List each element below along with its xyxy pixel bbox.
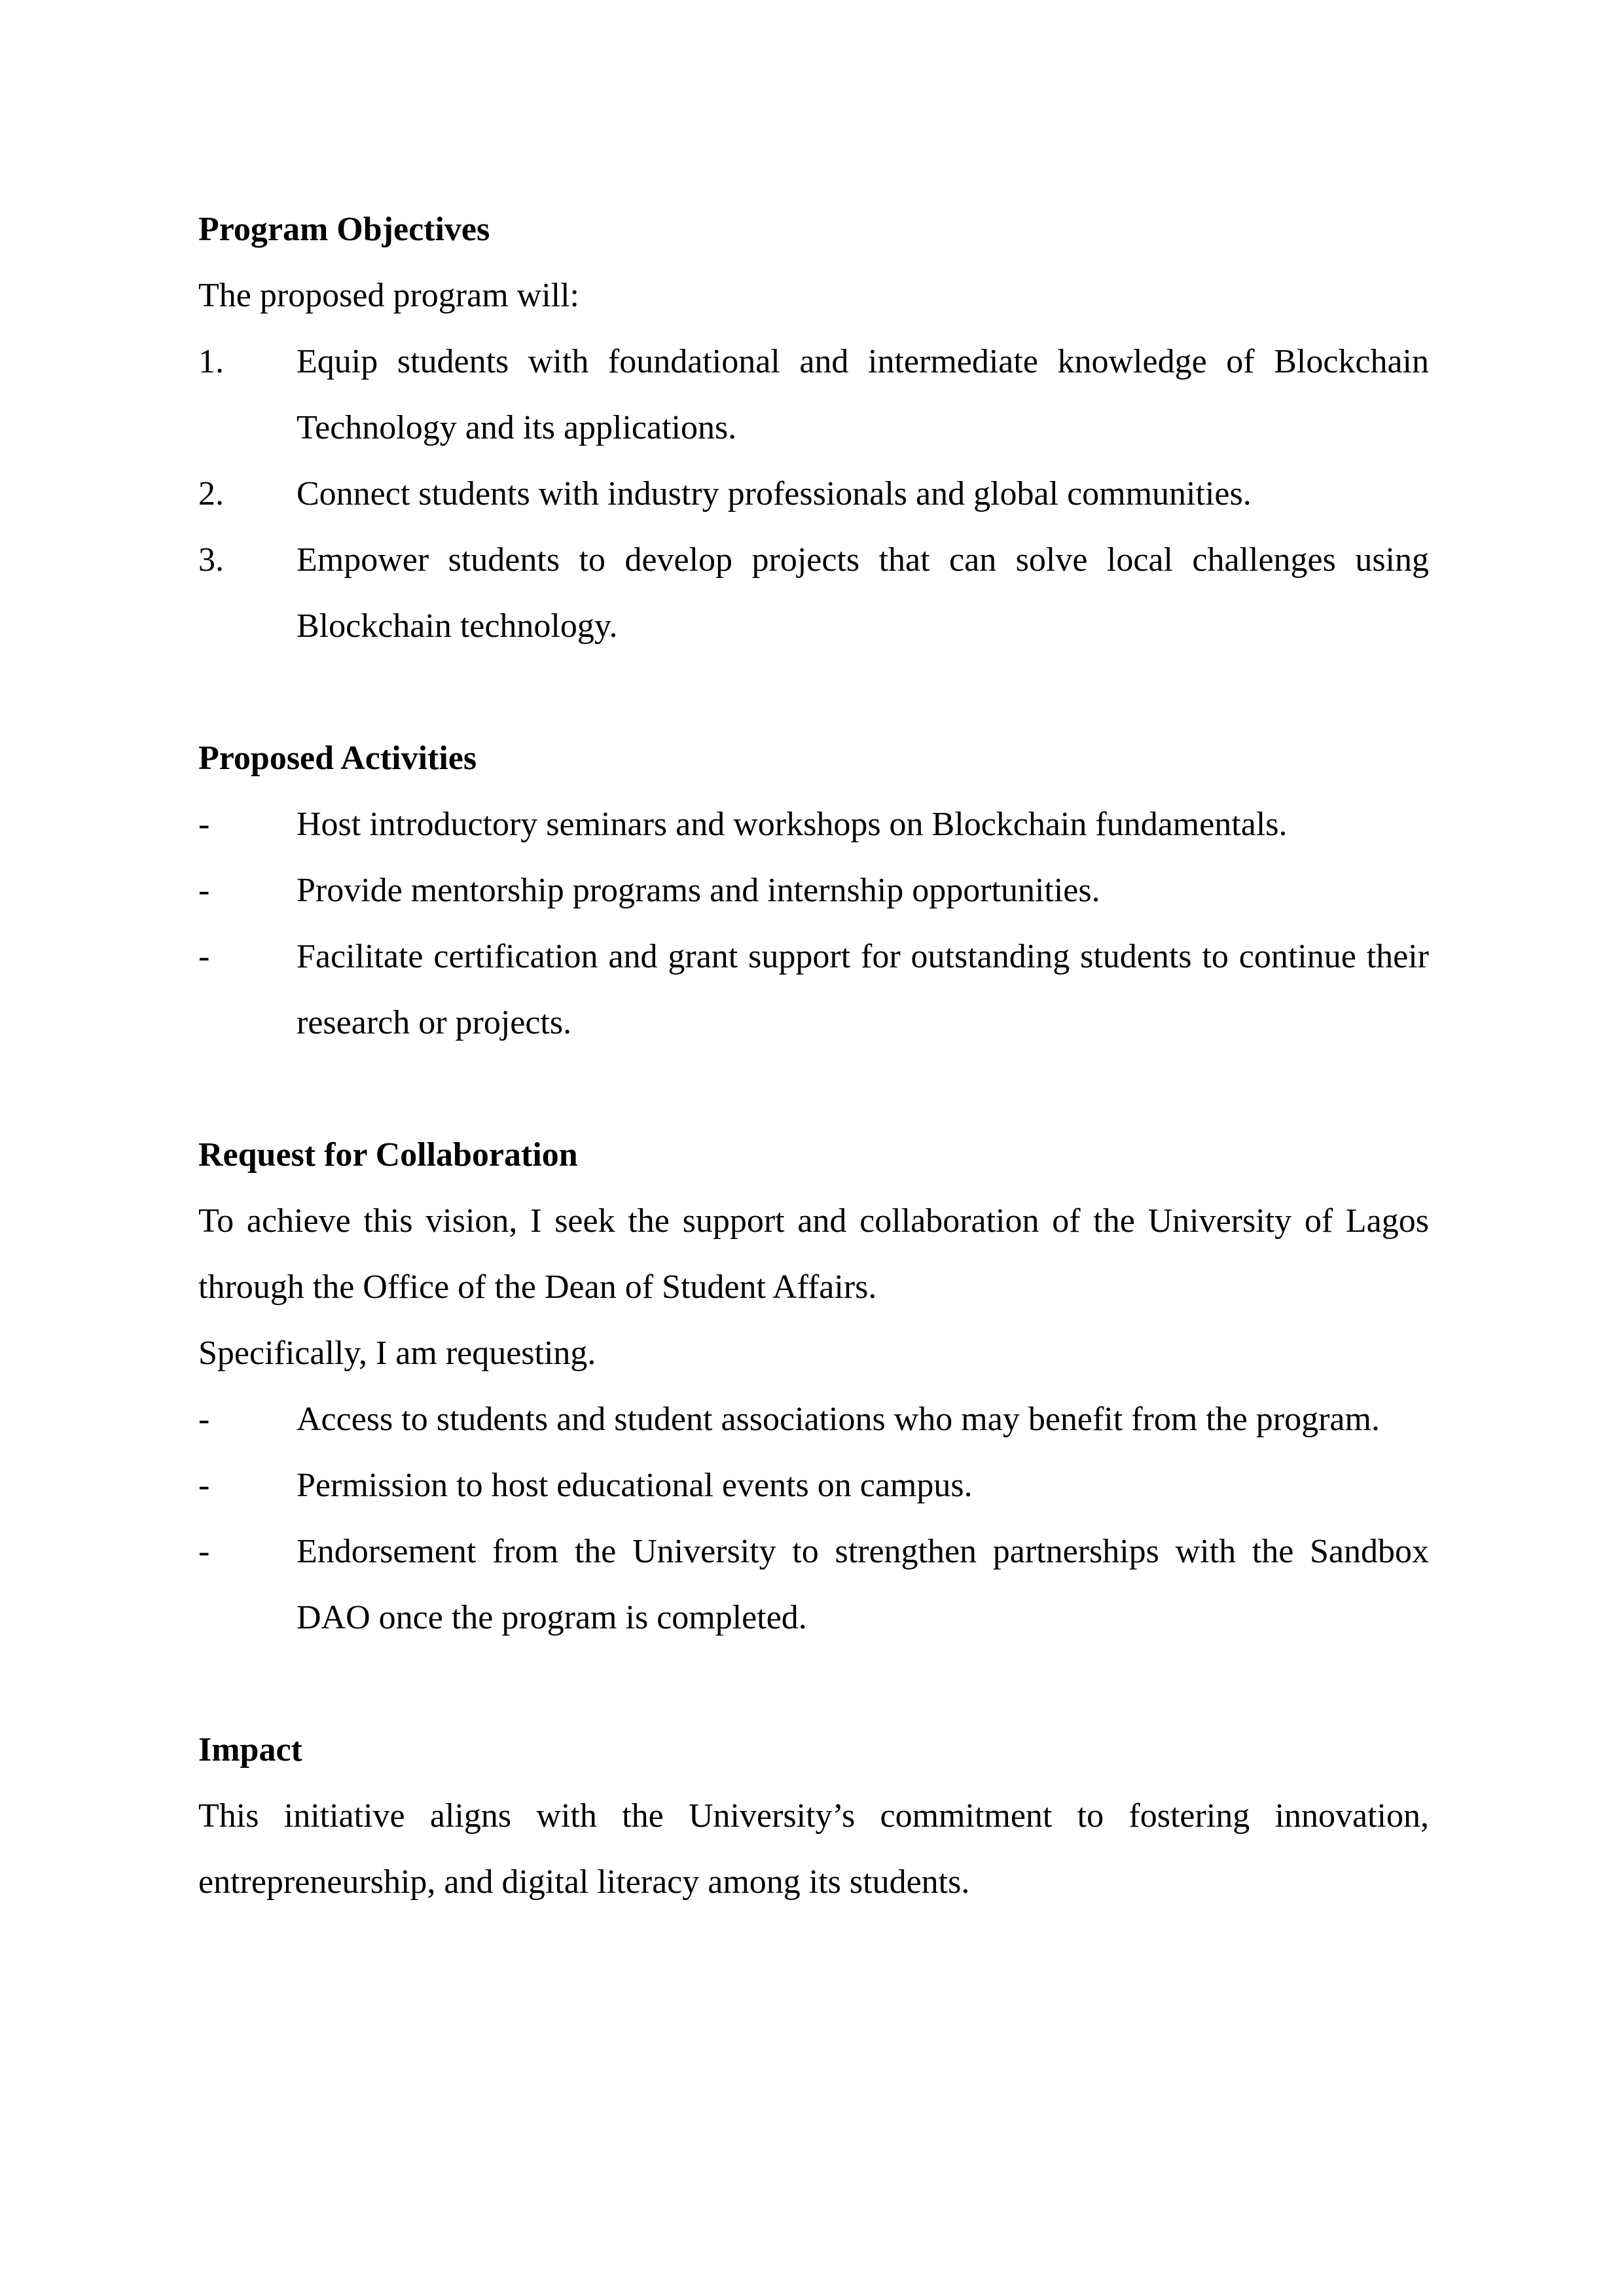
section-spacer — [198, 1651, 1429, 1717]
lead-text: Specifically, I am requesting. — [198, 1335, 596, 1372]
list-bullet: - — [198, 938, 210, 975]
list-item-text: Provide mentorship programs and internship opportunities. — [297, 872, 1100, 909]
list-item — [198, 527, 1429, 659]
document-page — [198, 196, 1429, 1915]
list-item-text: Equip students with foundational and intermediate knowledge of Blockchain Technology and its applications. — [297, 343, 1429, 446]
section-spacer — [198, 659, 1429, 725]
list-bullet: - — [198, 1467, 210, 1504]
section-spacer — [198, 1056, 1429, 1122]
list-bullet: - — [198, 872, 210, 909]
list-bullet: - — [198, 1533, 210, 1570]
list-item — [198, 1518, 1429, 1651]
intro-text: The proposed program will: — [198, 277, 579, 314]
list-number: 2. — [198, 475, 224, 512]
list-item — [198, 1452, 1429, 1518]
section-impact — [198, 1717, 1429, 1915]
section-heading: Request for Collaboration — [198, 1136, 578, 1174]
list-number: 3. — [198, 541, 224, 579]
body-paragraph: To achieve this vision, I seek the support and collaboration of the University of Lagos through the Office of the Dean of Student Affairs. — [198, 1202, 1429, 1306]
section-heading: Program Objectives — [198, 211, 490, 248]
body-paragraph: This initiative aligns with the University’s commitment to fostering innovation, entrepreneurship, and digital literacy among its students. — [198, 1797, 1429, 1901]
list-number: 1. — [198, 343, 224, 380]
list-item-text: Access to students and student associations who may benefit from the program. — [297, 1401, 1380, 1438]
list-item-text: Host introductory seminars and workshops on Blockchain fundamentals. — [297, 806, 1288, 843]
section-proposed-activities — [198, 725, 1429, 1056]
list-item — [198, 1386, 1429, 1452]
list-item-text: Permission to host educational events on campus. — [297, 1467, 973, 1504]
list-bullet: - — [198, 1401, 210, 1438]
list-item-text: Facilitate certification and grant support for outstanding students to continue their research or projects. — [297, 938, 1429, 1041]
list-bullet: - — [198, 806, 210, 843]
section-request-for-collaboration — [198, 1122, 1429, 1651]
list-item — [198, 329, 1429, 461]
section-heading: Impact — [198, 1731, 302, 1768]
section-program-objectives — [198, 196, 1429, 659]
list-item — [198, 924, 1429, 1056]
list-item — [198, 461, 1429, 527]
section-heading: Proposed Activities — [198, 740, 477, 777]
list-item — [198, 791, 1429, 857]
list-item-text: Endorsement from the University to strengthen partnerships with the Sandbox DAO once the program is completed. — [297, 1533, 1429, 1636]
list-item — [198, 857, 1429, 924]
list-item-text: Connect students with industry professionals and global communities. — [297, 475, 1252, 512]
list-item-text: Empower students to develop projects that can solve local challenges using Blockchain technology. — [297, 541, 1429, 645]
